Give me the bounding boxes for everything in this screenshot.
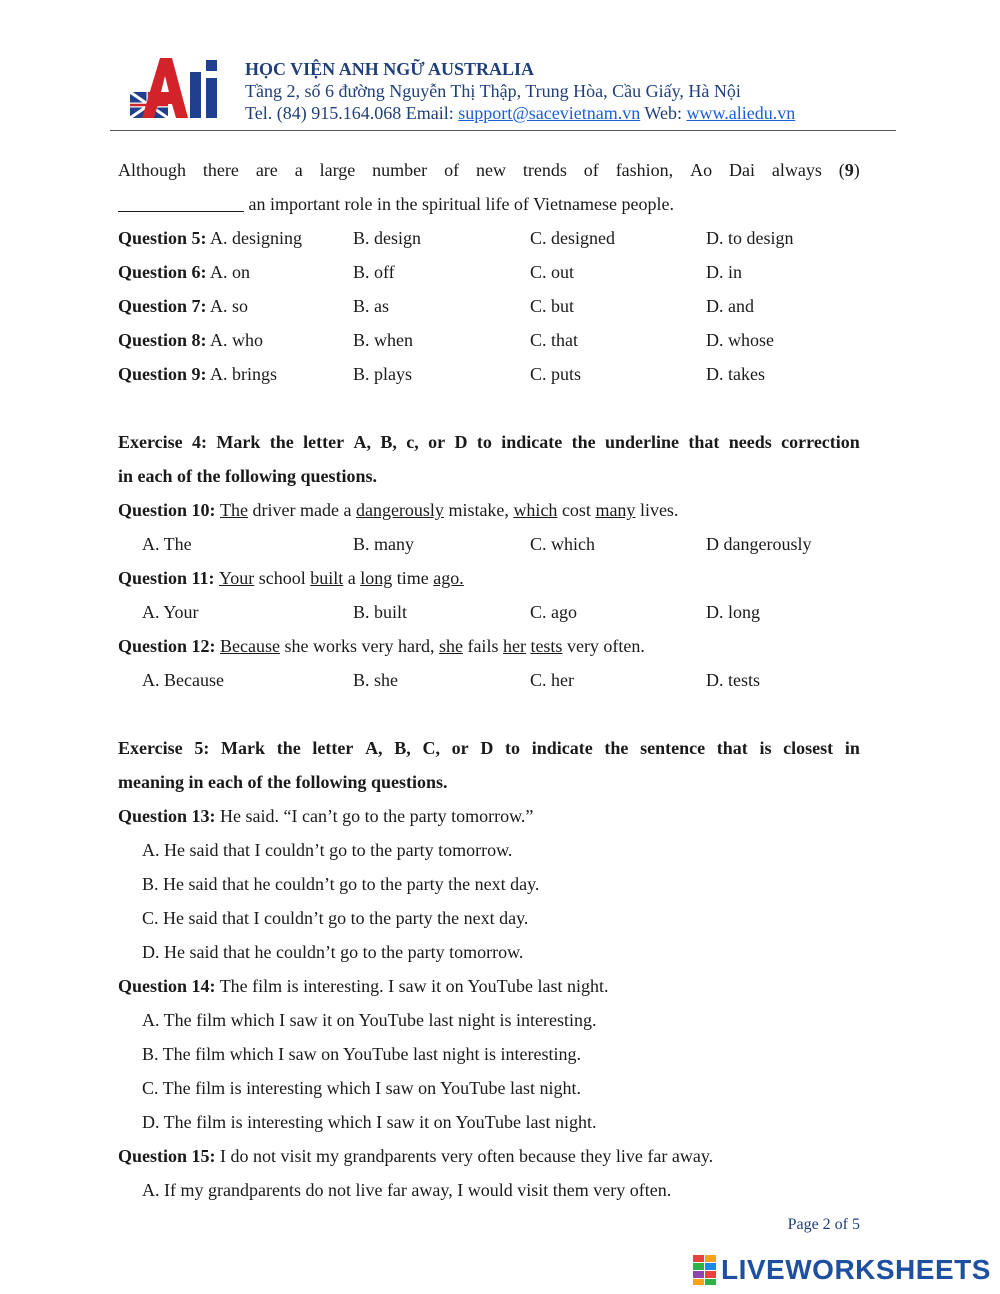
ex5-title-word-7: C, xyxy=(422,738,440,758)
ex4-title-word-7: c, xyxy=(406,432,419,452)
q12-underlined-part-6: tests xyxy=(530,636,563,656)
passage-word-12: Dai xyxy=(729,160,755,180)
ex5-title-word-12: the xyxy=(604,738,629,758)
contact-line xyxy=(245,102,795,124)
ex4-title-word-14: that xyxy=(688,432,720,452)
question-10-options xyxy=(118,527,860,561)
q7-option-c[interactable]: C. but xyxy=(530,296,575,316)
ex4-title-word-8: or xyxy=(428,432,446,452)
q11-option-d[interactable]: D. long xyxy=(706,602,760,622)
ex4-title-word-16: correction xyxy=(781,432,860,452)
question-row-5 xyxy=(118,221,860,255)
q10-option-a[interactable]: A. The xyxy=(142,534,192,554)
q12-option-a[interactable]: A. Because xyxy=(142,670,224,690)
q12-label: Question 12: xyxy=(118,636,221,656)
q11-option-b[interactable]: B. built xyxy=(353,602,408,622)
q11-underlined-part-0: Your xyxy=(219,568,255,588)
ex4-title-word-2: Mark xyxy=(216,432,261,452)
passage-word-9: of xyxy=(583,160,599,180)
ex4-title-word-1: 4: xyxy=(192,432,208,452)
q11-label: Question 11: xyxy=(118,568,220,588)
q12-underlined-part-0: Because xyxy=(220,636,280,656)
q11-underlined-part-4: long xyxy=(360,568,393,588)
q8-label: Question 8: xyxy=(118,330,207,350)
q10-underlined-part-6: many xyxy=(595,500,636,520)
q7-option-d[interactable]: D. and xyxy=(706,296,754,316)
page-number: Page 2 of 5 xyxy=(787,1216,860,1233)
email-link[interactable]: support@sacevietnam.vn xyxy=(458,103,641,123)
ex4-title-word-10: to xyxy=(476,432,492,452)
q10-underlined-part-2: dangerously xyxy=(355,500,444,520)
q7-option-b[interactable]: B. as xyxy=(353,296,389,316)
q11-text-part-5: time xyxy=(392,568,434,588)
q12-option-b[interactable]: B. she xyxy=(353,670,398,690)
question-13 xyxy=(118,799,860,833)
document-header xyxy=(110,50,896,131)
passage-word-5: number xyxy=(372,160,428,180)
liveworksheets-icon xyxy=(693,1255,717,1285)
q12-option-d[interactable]: D. tests xyxy=(706,670,760,690)
q10-underlined-part-0: The xyxy=(220,500,248,520)
passage-line-1 xyxy=(118,153,860,187)
q11-option-a[interactable]: A. Your xyxy=(142,602,199,622)
q10-label: Question 10: xyxy=(118,500,221,520)
ex5-title-word-5: A, xyxy=(365,738,383,758)
q9-label-and-option-a[interactable]: Question 9: A. brings xyxy=(118,364,278,384)
ex4-title-word-12: the xyxy=(571,432,596,452)
ex4-title-word-13: underline xyxy=(605,432,680,452)
question-12 xyxy=(118,629,860,663)
question-row-9 xyxy=(118,357,860,391)
passage-word-8: trends xyxy=(522,160,567,180)
q12-text-part-1: she works very hard, xyxy=(279,636,439,656)
q15-option-a[interactable]: A. If my grandparents do not live far away, I would visit them very often. xyxy=(142,1180,672,1200)
q13-option-a[interactable]: A. He said that I couldn’t go to the party tomorrow. xyxy=(142,840,513,860)
liveworksheets-text: LIVEWORKSHEETS xyxy=(721,1254,991,1285)
answer-blank-9[interactable] xyxy=(118,191,244,212)
q13-text: He said. “I can’t go to the party tomorrow.” xyxy=(215,806,534,826)
worksheet-content xyxy=(118,153,860,1207)
ex5-title-word-16: closest xyxy=(783,738,834,758)
institute-address: Tầng 2, số 6 đường Nguyễn Thị Thập, Trung Hòa, Cầu Giấy, Hà Nội xyxy=(245,81,741,101)
q5-option-c[interactable]: C. designed xyxy=(530,228,615,248)
ex4-title-word-15: needs xyxy=(728,432,772,452)
q6-option-b[interactable]: B. off xyxy=(353,262,395,282)
q10-text-part-1: driver made a xyxy=(248,500,356,520)
ex4-title-word-3: the xyxy=(269,432,294,452)
ex4-title-word-5: A, xyxy=(353,432,371,452)
q15-text: I do not visit my grandparents very often because they live far away. xyxy=(215,1146,714,1166)
q12-underlined-part-2: she xyxy=(438,636,463,656)
q9-option-d[interactable]: D. takes xyxy=(706,364,765,384)
exercise-5-title-line-2 xyxy=(118,765,860,799)
passage-word-4: large xyxy=(319,160,356,180)
question-11-options xyxy=(118,595,860,629)
question-list-5-9 xyxy=(118,221,860,391)
question-11 xyxy=(118,561,860,595)
q10-text-part-7: lives. xyxy=(635,500,679,520)
q12-underlined-part-4: her xyxy=(502,636,526,656)
q10-text-part-3: mistake, xyxy=(443,500,514,520)
q9-option-b[interactable]: B. plays xyxy=(353,364,413,384)
question-15 xyxy=(118,1139,860,1173)
q8-option-d[interactable]: D. whose xyxy=(706,330,774,350)
q7-label-and-option-a[interactable]: Question 7: A. so xyxy=(118,296,249,316)
q5-option-b[interactable]: B. design xyxy=(353,228,422,248)
q7-label: Question 7: xyxy=(118,296,207,316)
passage-word-0: Although xyxy=(118,160,187,180)
passage-line-2-text: an important role in the spiritual life of Vietnamese people. xyxy=(244,194,674,214)
tel-label: Tel. (84) 915.164.068 Email: xyxy=(245,103,459,123)
passage-word-10: fashion, xyxy=(615,160,674,180)
passage-word-2: are xyxy=(255,160,278,180)
ex5-title-word-14: that xyxy=(716,738,748,758)
q10-text-part-5: cost xyxy=(557,500,596,520)
question-row-7 xyxy=(118,289,860,323)
ex4-title-word-9: D xyxy=(454,432,468,452)
ex5-title-word-2: Mark xyxy=(221,738,266,758)
ex5-title-word-4: letter xyxy=(312,738,354,758)
q6-label: Question 6: xyxy=(118,262,207,282)
q14-text: The film is interesting. I saw it on YouTube last night. xyxy=(215,976,609,996)
passage-word-6: of xyxy=(444,160,460,180)
q12-text-part-3: fails xyxy=(462,636,503,656)
q11-option-c[interactable]: C. ago xyxy=(530,602,577,622)
liveworksheets-brand xyxy=(693,1252,993,1288)
q14-option-c[interactable]: C. The film is interesting which I saw on YouTube last night. xyxy=(142,1078,582,1098)
passage-word-7: new xyxy=(475,160,506,180)
exercise-5-title-text: meaning in each of the following questions. xyxy=(118,772,448,792)
ex5-title-word-11: indicate xyxy=(531,738,593,758)
q5-option-d[interactable]: D. to design xyxy=(706,228,794,248)
q10-option-d[interactable]: D dangerously xyxy=(706,534,812,554)
question-row-8 xyxy=(118,323,860,357)
ex5-title-word-9: D xyxy=(480,738,494,758)
q13-label: Question 13: xyxy=(118,806,216,826)
q14-option-a[interactable]: A. The film which I saw it on YouTube last night is interesting. xyxy=(142,1010,597,1030)
q6-option-d[interactable]: D. in xyxy=(706,262,742,282)
q15-label: Question 15: xyxy=(118,1146,216,1166)
question-10 xyxy=(118,493,860,527)
q5-label-and-option-a[interactable]: Question 5: A. designing xyxy=(118,228,303,248)
q13-option-c[interactable]: C. He said that I couldn’t go to the party the next day. xyxy=(142,908,529,928)
ali-logo xyxy=(120,54,230,124)
ex4-title-word-4: letter xyxy=(303,432,345,452)
q8-option-b[interactable]: B. when xyxy=(353,330,413,350)
q12-text-part-7: very often. xyxy=(562,636,645,656)
ex5-title-word-8: or xyxy=(451,738,469,758)
exercise-4-title-line-2 xyxy=(118,459,860,493)
q12-option-c[interactable]: C. her xyxy=(530,670,574,690)
question-12-options xyxy=(118,663,860,697)
ex5-title-word-6: B, xyxy=(394,738,411,758)
q13-option-b[interactable]: B. He said that he couldn’t go to the party the next day. xyxy=(142,874,540,894)
ex5-title-word-1: 5: xyxy=(194,738,210,758)
web-label: Web: xyxy=(640,103,687,123)
q6-option-c[interactable]: C. out xyxy=(530,262,575,282)
ex5-title-word-13: sentence xyxy=(640,738,706,758)
q11-underlined-part-2: built xyxy=(310,568,344,588)
q5-label: Question 5: xyxy=(118,228,207,248)
web-link[interactable]: www.aliedu.vn xyxy=(686,103,796,123)
q14-option-d[interactable]: D. The film is interesting which I saw it on YouTube last night. xyxy=(142,1112,597,1132)
ex4-title-word-6: B, xyxy=(380,432,397,452)
passage-word-3: a xyxy=(294,160,303,180)
q8-label-and-option-a[interactable]: Question 8: A. who xyxy=(118,330,264,350)
q8-option-c[interactable]: C. that xyxy=(530,330,578,350)
q10-option-c[interactable]: C. which xyxy=(530,534,595,554)
passage-word-11: Ao xyxy=(690,160,713,180)
passage-word-1: there xyxy=(202,160,239,180)
ex5-title-word-17: in xyxy=(844,738,860,758)
q11-text-part-3: a xyxy=(343,568,361,588)
q14-label: Question 14: xyxy=(118,976,216,996)
passage-word-13: always xyxy=(771,160,822,180)
institute-name: HỌC VIỆN ANH NGỮ AUSTRALIA xyxy=(245,59,535,79)
q9-option-c[interactable]: C. puts xyxy=(530,364,582,384)
q13-option-d[interactable]: D. He said that he couldn’t go to the party tomorrow. xyxy=(142,942,524,962)
exercise-5-title-line-1 xyxy=(118,731,860,765)
ex5-title-word-15: is xyxy=(759,738,772,758)
passage-word-14: (9) xyxy=(838,160,860,180)
q10-underlined-part-4: which xyxy=(513,500,558,520)
exercise-4-title-line-1 xyxy=(118,425,860,459)
ex5-title-word-3: the xyxy=(276,738,301,758)
q6-label-and-option-a[interactable]: Question 6: A. on xyxy=(118,262,251,282)
ex4-title-word-11: indicate xyxy=(501,432,563,452)
q11-text-part-1: school xyxy=(254,568,311,588)
question-14 xyxy=(118,969,860,1003)
ex4-title-word-0: Exercise xyxy=(118,432,183,452)
question-row-6 xyxy=(118,255,860,289)
q14-option-b[interactable]: B. The film which I saw on YouTube last night is interesting. xyxy=(142,1044,582,1064)
ex5-title-word-10: to xyxy=(505,738,521,758)
exercise-4-title-text: in each of the following questions. xyxy=(118,466,378,486)
q10-option-b[interactable]: B. many xyxy=(353,534,414,554)
q9-label: Question 9: xyxy=(118,364,207,384)
passage-line-2 xyxy=(118,187,860,221)
ex5-title-word-0: Exercise xyxy=(118,738,183,758)
q11-underlined-part-6: ago. xyxy=(433,568,464,588)
